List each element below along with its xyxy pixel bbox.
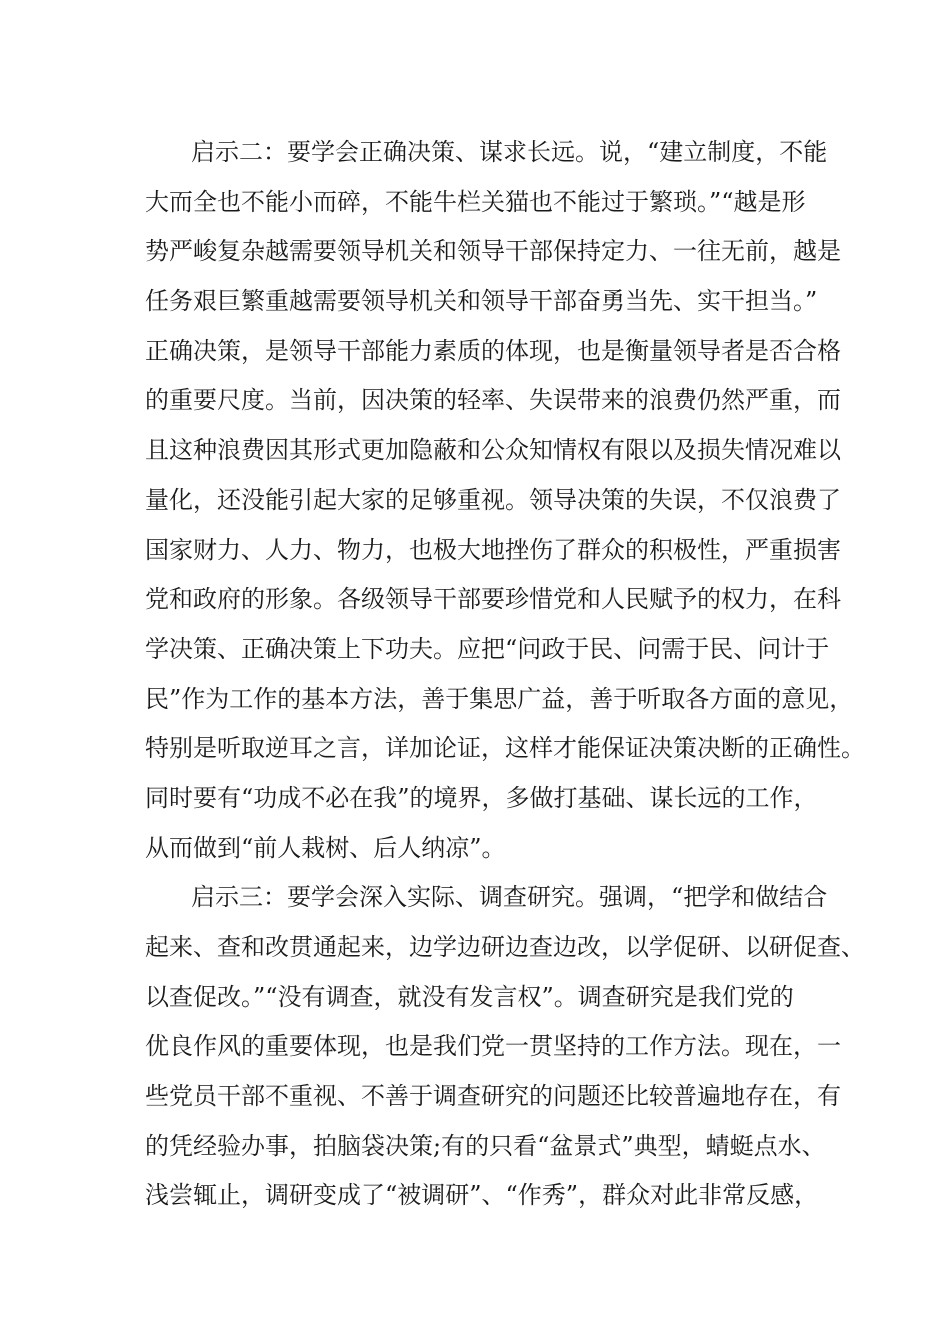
- body-text: [145, 132, 865, 1225]
- text-line: 且这种浪费因其形式更加隐蔽和公众知情权有限以及损失情况难以: [145, 436, 841, 465]
- text-line: 启示二：要学会正确决策、谋求长远。说，“建立制度，不能: [191, 138, 828, 166]
- text-line: 特别是听取逆耳之言，详加论证，这样才能保证决策决断的正确性。: [145, 734, 865, 763]
- text-line: 国家财力、人力、物力，也极大地挫伤了群众的积极性，严重损害: [145, 535, 841, 564]
- text-line: 浅尝辄止，调研变成了“被调研”、“作秀”，群众对此非常反感，: [145, 1181, 819, 1210]
- paragraph-insight-two: [145, 132, 865, 877]
- text-line: 量化，还没能引起大家的足够重视。领导决策的失误，不仅浪费了: [145, 485, 841, 514]
- text-line: 从而做到“前人栽树、后人纳凉”。: [145, 833, 506, 862]
- text-line: 同时要有“功成不必在我”的境界，多做打基础、谋长远的工作，: [145, 783, 818, 812]
- text-line: 学决策、正确决策上下功夫。应把“问政于民、问需于民、问计于: [145, 634, 830, 663]
- text-line: 启示三：要学会深入实际、调查研究。强调，“把学和做结合: [191, 883, 828, 912]
- text-line: 的凭经验办事，拍脑袋决策;有的只看“盆景式”典型，蜻蜓点水、: [145, 1131, 826, 1160]
- text-line: 民”作为工作的基本方法，善于集思广益，善于听取各方面的意见，: [145, 684, 854, 713]
- text-line: 以查促改。”“没有调查，就没有发言权”。调查研究是我们党的: [145, 982, 794, 1011]
- text-line: 党和政府的形象。各级领导干部要珍惜党和人民赋予的权力，在科: [145, 585, 841, 614]
- text-line: 任务艰巨繁重越需要领导机关和领导干部奋勇当先、实干担当。”: [145, 287, 818, 316]
- text-line: 些党员干部不重视、不善于调查研究的问题还比较普遍地存在，有: [145, 1082, 841, 1111]
- text-line: 大而全也不能小而碎，不能牛栏关猫也不能过于繁琐。”“越是形: [145, 187, 806, 216]
- text-line: 势严峻复杂越需要领导机关和领导干部保持定力、一往无前，越是: [145, 237, 841, 266]
- text-line: 正确决策，是领导干部能力素质的体现，也是衡量领导者是否合格: [145, 336, 841, 365]
- text-line: 优良作风的重要体现，也是我们党一贯坚持的工作方法。现在，一: [145, 1032, 841, 1061]
- paragraph-insight-three: [145, 877, 865, 1225]
- text-line: 的重要尺度。当前，因决策的轻率、失误带来的浪费仍然严重，而: [145, 386, 841, 415]
- text-line: 起来、查和改贯通起来，边学边研边查边改，以学促研、以研促查、: [145, 933, 865, 961]
